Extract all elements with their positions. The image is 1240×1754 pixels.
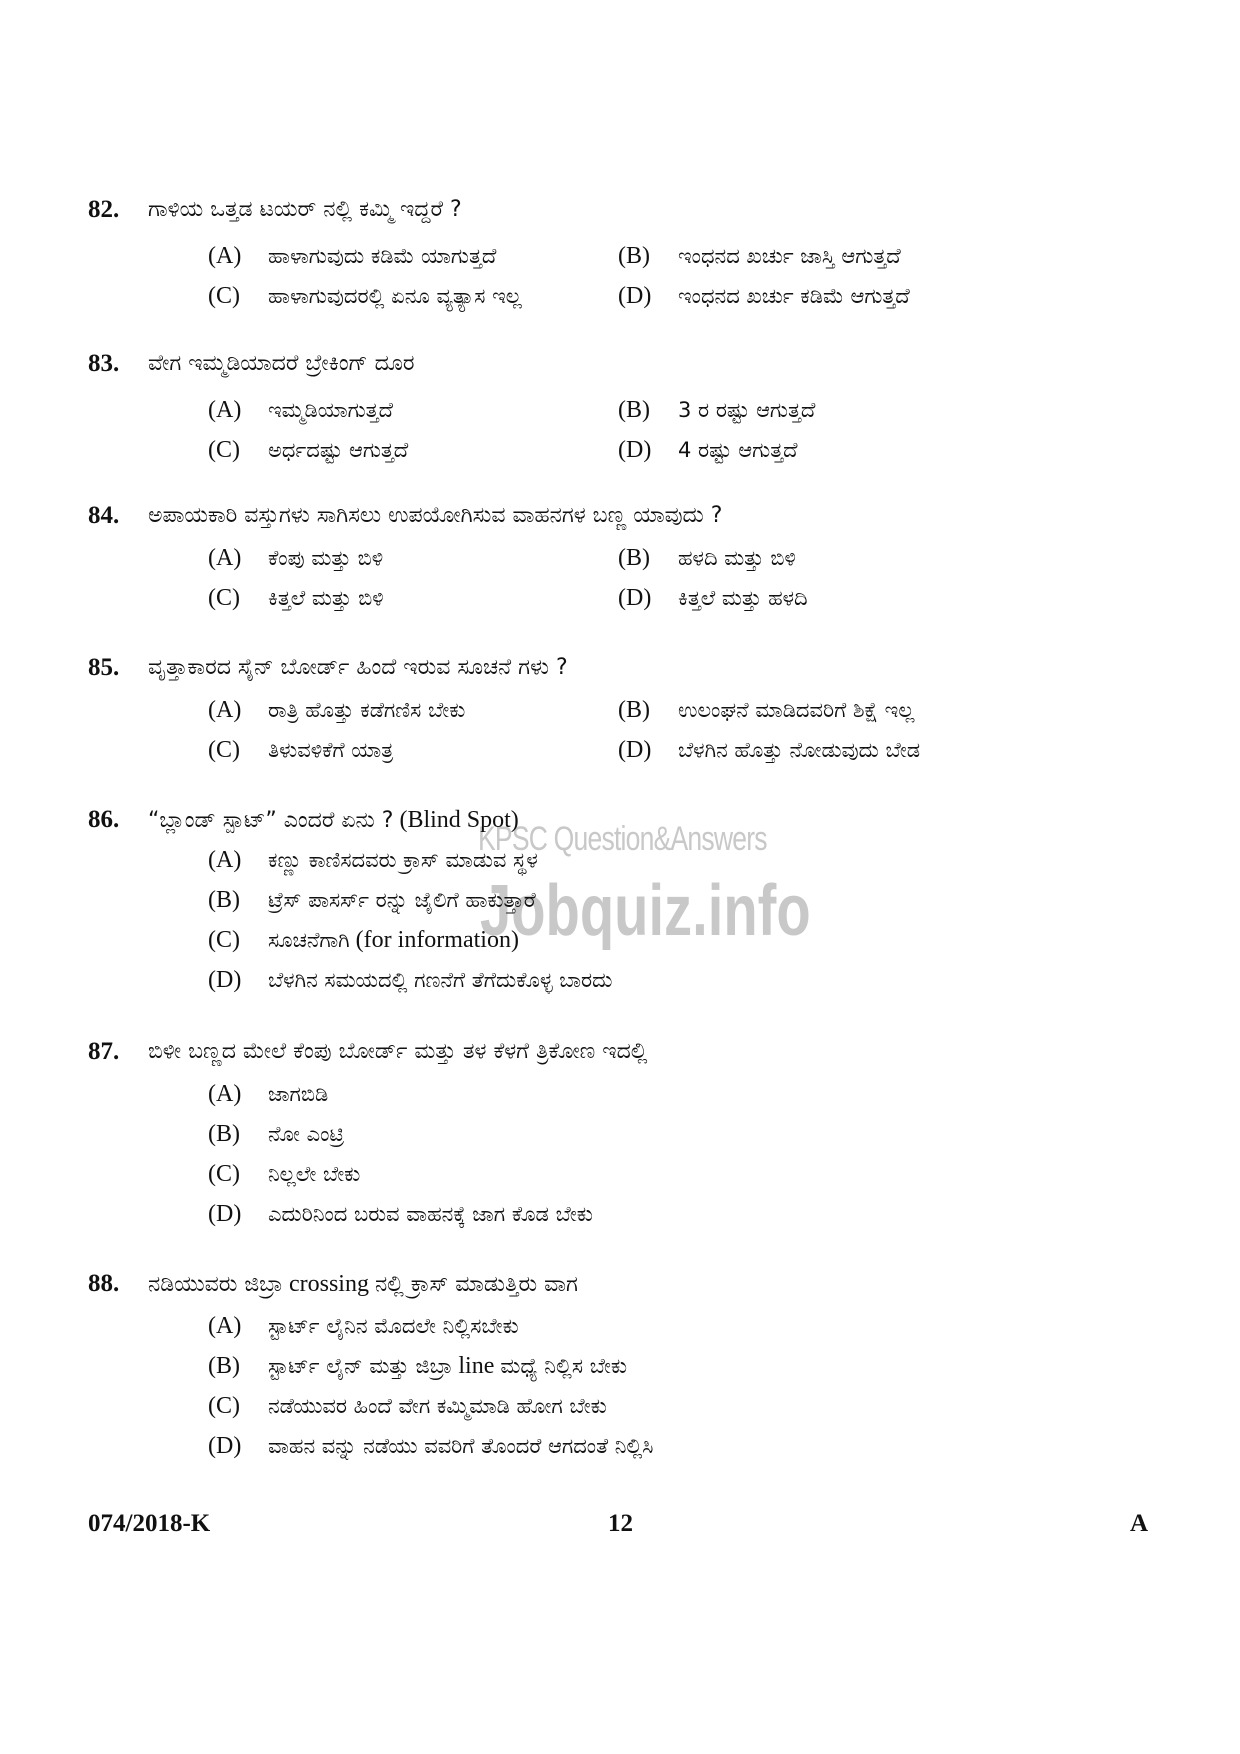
option-text: ಉಲಂಘನೆ ಮಾಡಿದವರಿಗೆ ಶಿಕ್ಷೆ ಇಲ್ಲ (678, 698, 915, 722)
question-number: 85. (88, 654, 120, 681)
option-text: ಇಮ್ಮಡಿಯಾಗುತ್ತದೆ (268, 398, 393, 422)
question-number: 84. (88, 502, 120, 529)
option-text: 4 ರಷ್ಟು ಆಗುತ್ತದೆ (678, 438, 798, 462)
option-label: (A) (208, 847, 242, 873)
question-number: 83. (88, 350, 120, 377)
option-label: (A) (208, 1313, 242, 1339)
question-text: ವೃತ್ತಾಕಾರದ ಸೈನ್ ಬೋರ್ಡ್ ಹಿಂದೆ ಇರುವ ಸೂಚನೆ ಗಳು ? (148, 655, 568, 680)
option-text: ಎದುರಿನಿಂದ ಬರುವ ವಾಹನಕ್ಕೆ ಜಾಗ ಕೊಡ ಬೇಕು (268, 1202, 593, 1226)
option-label: (D) (208, 1433, 242, 1459)
question-text: “ಬ್ಲಾಂಡ್ ಸ್ಪಾಟ್” ಎಂದರೆ ಏನು ? (Blind Spot) (148, 807, 519, 833)
option-text: ನಿಲ್ಲಲೇ ಬೇಕು (268, 1162, 361, 1186)
option-text: ಸ್ಟಾರ್ಟ್ ಲೈನಿನ ಮೊದಲೇ ನಿಲ್ಲಿಸಬೇಕು (268, 1314, 519, 1338)
option-label: (C) (208, 585, 240, 611)
option-text: ಇಂಧನದ ಖರ್ಚು ಕಡಿಮೆ ಆಗುತ್ತದೆ (678, 284, 910, 308)
option-text: ಬೆಳಗಿನ ಸಮಯದಲ್ಲಿ ಗಣನೆಗೆ ತೆಗೆದುಕೊಳ್ಳ ಬಾರದು (268, 968, 613, 992)
option-text: ಸ್ಟಾರ್ಟ್ ಲೈನ್ ಮತ್ತು ಜಿಬ್ರಾ line ಮಧ್ಯೆ ನಿಲ್ಲಿಸ ಬೇಕು (268, 1353, 628, 1379)
option-label: (D) (618, 737, 652, 763)
option-label: (C) (208, 1393, 240, 1419)
option-label: (D) (618, 283, 652, 309)
page-number: 12 (608, 1510, 633, 1537)
option-label: (A) (208, 697, 242, 723)
option-label: (C) (208, 437, 240, 463)
option-label: (B) (618, 243, 650, 269)
question-number: 82. (88, 196, 120, 223)
option-label: (D) (208, 967, 242, 993)
option-label: (B) (208, 1353, 240, 1379)
option-label: (C) (208, 927, 240, 953)
watermark-line-2: Jobquiz.info (480, 871, 811, 951)
option-label: (A) (208, 1081, 242, 1107)
option-label: (B) (618, 697, 650, 723)
option-text: ಅರ್ಧದಷ್ಟು ಆಗುತ್ತದೆ (268, 438, 409, 462)
option-text: 3 ರ ರಷ್ಟು ಆಗುತ್ತದೆ (678, 398, 816, 422)
option-text: ಹಾಳಾಗುವುದರಲ್ಲಿ ಏನೂ ವ್ಯತ್ಯಾಸ ಇಲ್ಲ (268, 284, 522, 308)
option-label: (C) (208, 1161, 240, 1187)
question-text-english: crossing (282, 1271, 375, 1297)
option-label: (A) (208, 545, 242, 571)
option-label: (B) (618, 397, 650, 423)
option-text: ನಡೆಯುವರ ಹಿಂದೆ ವೇಗ ಕಮ್ಮಿಮಾಡಿ ಹೋಗ ಬೇಕು (268, 1394, 607, 1418)
option-text: ವಾಹನ ವನ್ನು ನಡೆಯು ವವರಿಗೆ ತೊಂದರೆ ಆಗದಂತೆ ನಿಲ್ಲಿಸಿ (268, 1434, 654, 1458)
option-text: ನೋ ಎಂಟ್ರಿ (268, 1122, 345, 1146)
option-text: ಹಾಳಾಗುವುದು ಕಡಿಮೆ ಯಾಗುತ್ತದೆ (268, 244, 497, 268)
option-text: ಟ್ರೆಸ್ ಪಾಸರ್ಸ್ ರನ್ನು ಜೈಲಿಗೆ ಹಾಕುತ್ತಾರೆ (268, 888, 536, 912)
option-text: ಬೆಳಗಿನ ಹೊತ್ತು ನೋಡುವುದು ಬೇಡ (678, 738, 921, 762)
option-text: ತಿಳುವಳಿಕೆಗೆ ಯಾತ್ರ (268, 738, 394, 762)
option-text: ಸೂಚನೆಗಾಗಿ (for information) (268, 927, 519, 953)
option-label: (B) (208, 887, 240, 913)
option-text-english: line (452, 1353, 501, 1379)
question-number: 88. (88, 1270, 120, 1297)
question-text: ಅಪಾಯಕಾರಿ ವಸ್ತುಗಳು ಸಾಗಿಸಲು ಉಪಯೋಗಿಸುವ ವಾಹನಗಳ ಬಣ್ಣ ಯಾವುದು ? (148, 503, 723, 528)
option-text: ಹಳದಿ ಮತ್ತು ಬಿಳಿ (678, 546, 796, 570)
option-label: (D) (208, 1201, 242, 1227)
option-label: (D) (618, 437, 652, 463)
option-text-english: (for information) (349, 927, 519, 953)
option-label: (A) (208, 243, 242, 269)
option-text: ಕಿತ್ತಲೆ ಮತ್ತು ಬಿಳಿ (268, 586, 384, 610)
booklet-code: 074/2018-K (88, 1510, 211, 1537)
question-text-english: (Blind Spot) (393, 807, 519, 833)
series-code: A (1130, 1510, 1149, 1537)
option-text: ಇಂಧನದ ಖರ್ಚು ಜಾಸ್ತಿ ಆಗುತ್ತದೆ (678, 244, 901, 268)
question-text: ಬಿಳೀ ಬಣ್ಣದ ಮೇಲೆ ಕೆಂಪು ಬೋರ್ಡ್ ಮತ್ತು ತಳ ಕೆಳಗೆ ತ್ರಿಕೋಣ ಇದಲ್ಲಿ (148, 1039, 648, 1064)
option-label: (C) (208, 283, 240, 309)
option-label: (D) (618, 585, 652, 611)
option-text: ಕಣ್ಣು ಕಾಣಿಸದವರು ಕ್ರಾಸ್ ಮಾಡುವ ಸ್ಥಳ (268, 848, 538, 872)
option-text: ರಾತ್ರಿ ಹೊತ್ತು ಕಡೆಗಣಿಸ ಬೇಕು (268, 698, 466, 722)
question-text: ಗಾಳಿಯ ಒತ್ತಡ ಟಯರ್ ನಲ್ಲಿ ಕಮ್ಮಿ ಇದ್ದರೆ ? (148, 197, 462, 222)
option-label: (C) (208, 737, 240, 763)
option-label: (B) (618, 545, 650, 571)
option-text: ಕೆಂಪು ಮತ್ತು ಬಿಳಿ (268, 546, 384, 570)
question-number: 87. (88, 1038, 120, 1065)
option-text: ಜಾಗಬಿಡಿ (268, 1082, 329, 1106)
option-label: (A) (208, 397, 242, 423)
watermark-line-1: KPSC Question&Answers (478, 820, 767, 858)
option-label: (B) (208, 1121, 240, 1147)
option-text: ಕಿತ್ತಲೆ ಮತ್ತು ಹಳದಿ (678, 586, 808, 610)
question-text: ವೇಗ ಇಮ್ಮಡಿಯಾದರೆ ಬ್ರೇಕಿಂಗ್ ದೂರ (148, 351, 415, 376)
question-text: ನಡಿಯುವರು ಜಿಬ್ರಾ crossing ನಲ್ಲಿ ಕ್ರಾಸ್ ಮಾಡುತ್ತಿರು ವಾಗ (148, 1271, 578, 1297)
question-number: 86. (88, 806, 120, 833)
